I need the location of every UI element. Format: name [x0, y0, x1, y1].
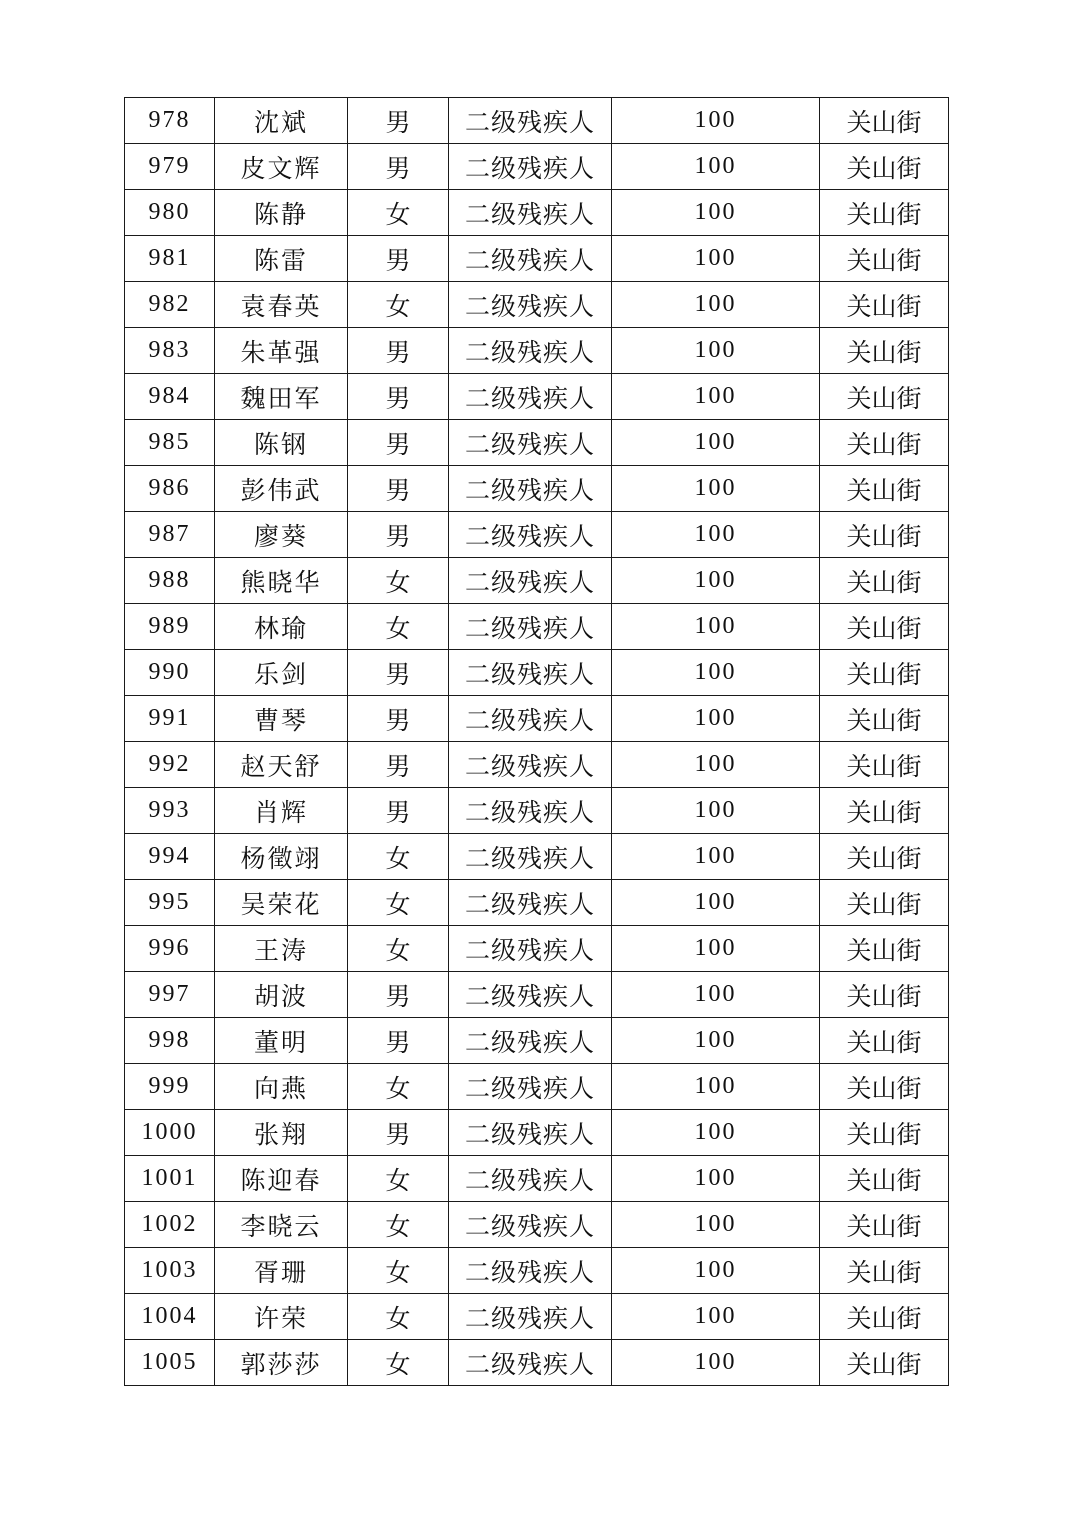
amount-cell: 100	[612, 144, 820, 190]
street-cell: 关山街	[820, 926, 949, 972]
table-row	[125, 466, 949, 512]
table-row	[125, 1202, 949, 1248]
serial-number-cell: 992	[125, 742, 215, 788]
street-cell: 关山街	[820, 1156, 949, 1202]
table-row	[125, 926, 949, 972]
roster-table	[124, 97, 949, 1386]
name-cell: 乐剑	[215, 650, 348, 696]
street-cell: 关山街	[820, 834, 949, 880]
category-cell: 二级残疾人	[449, 190, 612, 236]
name-cell: 王涛	[215, 926, 348, 972]
name-cell: 许荣	[215, 1294, 348, 1340]
gender-cell: 男	[348, 98, 449, 144]
serial-number-cell: 978	[125, 98, 215, 144]
street-cell: 关山街	[820, 742, 949, 788]
serial-number-cell: 983	[125, 328, 215, 374]
gender-cell: 男	[348, 374, 449, 420]
serial-number-cell: 998	[125, 1018, 215, 1064]
gender-cell: 女	[348, 1156, 449, 1202]
category-cell: 二级残疾人	[449, 788, 612, 834]
table-row	[125, 282, 949, 328]
gender-cell: 男	[348, 788, 449, 834]
category-cell: 二级残疾人	[449, 1248, 612, 1294]
street-cell: 关山街	[820, 880, 949, 926]
category-cell: 二级残疾人	[449, 1202, 612, 1248]
street-cell: 关山街	[820, 1202, 949, 1248]
serial-number-cell: 986	[125, 466, 215, 512]
category-cell: 二级残疾人	[449, 1064, 612, 1110]
serial-number-cell: 997	[125, 972, 215, 1018]
amount-cell: 100	[612, 1340, 820, 1386]
amount-cell: 100	[612, 420, 820, 466]
table-row	[125, 1248, 949, 1294]
table-row	[125, 1018, 949, 1064]
name-cell: 陈迎春	[215, 1156, 348, 1202]
category-cell: 二级残疾人	[449, 1156, 612, 1202]
amount-cell: 100	[612, 190, 820, 236]
roster-body	[125, 98, 949, 1386]
table-row	[125, 328, 949, 374]
gender-cell: 女	[348, 604, 449, 650]
amount-cell: 100	[612, 466, 820, 512]
amount-cell: 100	[612, 650, 820, 696]
name-cell: 沈斌	[215, 98, 348, 144]
name-cell: 胡波	[215, 972, 348, 1018]
gender-cell: 男	[348, 466, 449, 512]
name-cell: 朱革强	[215, 328, 348, 374]
category-cell: 二级残疾人	[449, 1110, 612, 1156]
serial-number-cell: 1005	[125, 1340, 215, 1386]
serial-number-cell: 996	[125, 926, 215, 972]
name-cell: 吴荣花	[215, 880, 348, 926]
serial-number-cell: 995	[125, 880, 215, 926]
street-cell: 关山街	[820, 1248, 949, 1294]
category-cell: 二级残疾人	[449, 604, 612, 650]
gender-cell: 女	[348, 880, 449, 926]
name-cell: 李晓云	[215, 1202, 348, 1248]
street-cell: 关山街	[820, 1110, 949, 1156]
gender-cell: 男	[348, 420, 449, 466]
category-cell: 二级残疾人	[449, 282, 612, 328]
category-cell: 二级残疾人	[449, 972, 612, 1018]
gender-cell: 男	[348, 696, 449, 742]
amount-cell: 100	[612, 880, 820, 926]
serial-number-cell: 989	[125, 604, 215, 650]
gender-cell: 男	[348, 144, 449, 190]
serial-number-cell: 1004	[125, 1294, 215, 1340]
amount-cell: 100	[612, 1202, 820, 1248]
street-cell: 关山街	[820, 512, 949, 558]
gender-cell: 女	[348, 1248, 449, 1294]
serial-number-cell: 993	[125, 788, 215, 834]
table-row	[125, 236, 949, 282]
street-cell: 关山街	[820, 1064, 949, 1110]
name-cell: 向燕	[215, 1064, 348, 1110]
gender-cell: 女	[348, 834, 449, 880]
table-row	[125, 190, 949, 236]
street-cell: 关山街	[820, 650, 949, 696]
amount-cell: 100	[612, 834, 820, 880]
serial-number-cell: 990	[125, 650, 215, 696]
serial-number-cell: 1002	[125, 1202, 215, 1248]
street-cell: 关山街	[820, 190, 949, 236]
amount-cell: 100	[612, 1110, 820, 1156]
gender-cell: 男	[348, 236, 449, 282]
gender-cell: 女	[348, 558, 449, 604]
category-cell: 二级残疾人	[449, 374, 612, 420]
category-cell: 二级残疾人	[449, 834, 612, 880]
amount-cell: 100	[612, 696, 820, 742]
street-cell: 关山街	[820, 98, 949, 144]
amount-cell: 100	[612, 1248, 820, 1294]
serial-number-cell: 988	[125, 558, 215, 604]
amount-cell: 100	[612, 1156, 820, 1202]
category-cell: 二级残疾人	[449, 696, 612, 742]
amount-cell: 100	[612, 972, 820, 1018]
gender-cell: 女	[348, 1294, 449, 1340]
amount-cell: 100	[612, 282, 820, 328]
table-row	[125, 880, 949, 926]
serial-number-cell: 981	[125, 236, 215, 282]
gender-cell: 男	[348, 972, 449, 1018]
street-cell: 关山街	[820, 1018, 949, 1064]
category-cell: 二级残疾人	[449, 1294, 612, 1340]
name-cell: 袁春英	[215, 282, 348, 328]
gender-cell: 男	[348, 512, 449, 558]
serial-number-cell: 985	[125, 420, 215, 466]
table-row	[125, 1064, 949, 1110]
amount-cell: 100	[612, 558, 820, 604]
table-row	[125, 98, 949, 144]
amount-cell: 100	[612, 512, 820, 558]
category-cell: 二级残疾人	[449, 558, 612, 604]
table-row	[125, 742, 949, 788]
street-cell: 关山街	[820, 466, 949, 512]
gender-cell: 女	[348, 1340, 449, 1386]
name-cell: 皮文辉	[215, 144, 348, 190]
category-cell: 二级残疾人	[449, 1018, 612, 1064]
name-cell: 林瑜	[215, 604, 348, 650]
table-row	[125, 650, 949, 696]
name-cell: 郭莎莎	[215, 1340, 348, 1386]
serial-number-cell: 994	[125, 834, 215, 880]
street-cell: 关山街	[820, 282, 949, 328]
table-row	[125, 972, 949, 1018]
amount-cell: 100	[612, 328, 820, 374]
amount-cell: 100	[612, 1294, 820, 1340]
serial-number-cell: 979	[125, 144, 215, 190]
table-row	[125, 144, 949, 190]
gender-cell: 男	[348, 742, 449, 788]
amount-cell: 100	[612, 374, 820, 420]
serial-number-cell: 991	[125, 696, 215, 742]
table-row	[125, 420, 949, 466]
category-cell: 二级残疾人	[449, 926, 612, 972]
amount-cell: 100	[612, 604, 820, 650]
category-cell: 二级残疾人	[449, 512, 612, 558]
amount-cell: 100	[612, 742, 820, 788]
category-cell: 二级残疾人	[449, 466, 612, 512]
street-cell: 关山街	[820, 972, 949, 1018]
gender-cell: 男	[348, 1018, 449, 1064]
gender-cell: 女	[348, 1064, 449, 1110]
category-cell: 二级残疾人	[449, 328, 612, 374]
name-cell: 陈钢	[215, 420, 348, 466]
street-cell: 关山街	[820, 374, 949, 420]
name-cell: 杨徵翊	[215, 834, 348, 880]
table-row	[125, 1294, 949, 1340]
table-row	[125, 788, 949, 834]
category-cell: 二级残疾人	[449, 236, 612, 282]
street-cell: 关山街	[820, 328, 949, 374]
gender-cell: 女	[348, 190, 449, 236]
name-cell: 彭伟武	[215, 466, 348, 512]
serial-number-cell: 999	[125, 1064, 215, 1110]
table-row	[125, 1110, 949, 1156]
amount-cell: 100	[612, 1064, 820, 1110]
street-cell: 关山街	[820, 144, 949, 190]
street-cell: 关山街	[820, 696, 949, 742]
street-cell: 关山街	[820, 558, 949, 604]
amount-cell: 100	[612, 926, 820, 972]
category-cell: 二级残疾人	[449, 1340, 612, 1386]
name-cell: 曹琴	[215, 696, 348, 742]
name-cell: 董明	[215, 1018, 348, 1064]
amount-cell: 100	[612, 788, 820, 834]
amount-cell: 100	[612, 1018, 820, 1064]
table-row	[125, 696, 949, 742]
street-cell: 关山街	[820, 788, 949, 834]
name-cell: 廖葵	[215, 512, 348, 558]
name-cell: 张翔	[215, 1110, 348, 1156]
category-cell: 二级残疾人	[449, 144, 612, 190]
gender-cell: 女	[348, 926, 449, 972]
name-cell: 陈静	[215, 190, 348, 236]
gender-cell: 女	[348, 282, 449, 328]
name-cell: 胥珊	[215, 1248, 348, 1294]
name-cell: 赵天舒	[215, 742, 348, 788]
gender-cell: 男	[348, 1110, 449, 1156]
gender-cell: 男	[348, 328, 449, 374]
category-cell: 二级残疾人	[449, 880, 612, 926]
amount-cell: 100	[612, 98, 820, 144]
street-cell: 关山街	[820, 604, 949, 650]
street-cell: 关山街	[820, 236, 949, 282]
street-cell: 关山街	[820, 420, 949, 466]
gender-cell: 男	[348, 650, 449, 696]
serial-number-cell: 1000	[125, 1110, 215, 1156]
category-cell: 二级残疾人	[449, 420, 612, 466]
table-row	[125, 1156, 949, 1202]
table-row	[125, 1340, 949, 1386]
table-row	[125, 512, 949, 558]
serial-number-cell: 1003	[125, 1248, 215, 1294]
category-cell: 二级残疾人	[449, 742, 612, 788]
serial-number-cell: 987	[125, 512, 215, 558]
gender-cell: 女	[348, 1202, 449, 1248]
category-cell: 二级残疾人	[449, 650, 612, 696]
serial-number-cell: 1001	[125, 1156, 215, 1202]
name-cell: 陈雷	[215, 236, 348, 282]
serial-number-cell: 982	[125, 282, 215, 328]
table-row	[125, 374, 949, 420]
street-cell: 关山街	[820, 1294, 949, 1340]
name-cell: 肖辉	[215, 788, 348, 834]
table-row	[125, 834, 949, 880]
serial-number-cell: 980	[125, 190, 215, 236]
category-cell: 二级残疾人	[449, 98, 612, 144]
serial-number-cell: 984	[125, 374, 215, 420]
name-cell: 魏田军	[215, 374, 348, 420]
amount-cell: 100	[612, 236, 820, 282]
name-cell: 熊晓华	[215, 558, 348, 604]
table-row	[125, 604, 949, 650]
table-row	[125, 558, 949, 604]
street-cell: 关山街	[820, 1340, 949, 1386]
